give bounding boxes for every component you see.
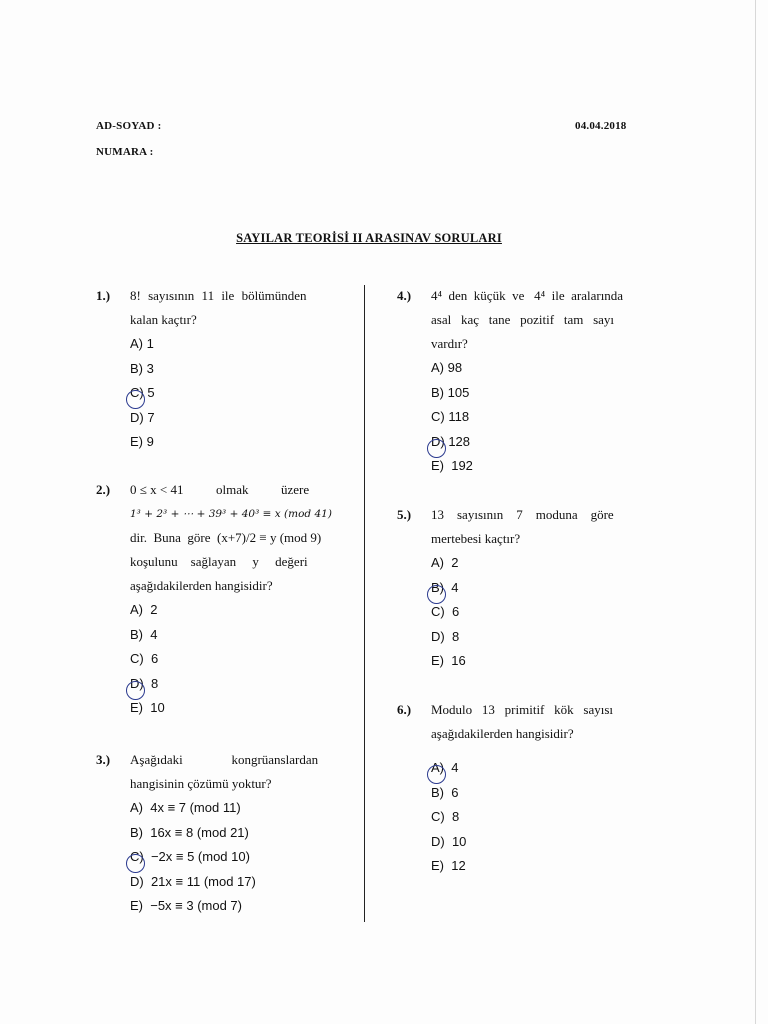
option-a[interactable]: A) 1	[130, 336, 154, 352]
option-a[interactable]: A) 98	[431, 360, 463, 376]
stem-line: 1³ + 2³ + ⋯ + 39³ + 40³ ≡ x (mod 41)	[130, 508, 332, 520]
option-e[interactable]: E) 12	[431, 858, 466, 874]
stem-line: Modulo 13 primitif kök sayısı	[431, 702, 613, 717]
question-number: 4.)	[397, 288, 412, 303]
option-b[interactable]: B) 16x ≡ 8 (mod 21)	[130, 824, 249, 840]
stem-line: aşağıdakilerden hangisidir?	[431, 726, 574, 741]
stem-line: 13 sayısının 7 moduna göre	[431, 507, 614, 522]
question-1	[96, 284, 346, 455]
option-d-selected[interactable]: D) 8	[130, 675, 159, 691]
option-b[interactable]: B) 105	[431, 384, 470, 400]
stem-line: dir. Buna göre (x+7)/2 ≡ y (mod 9)	[130, 530, 322, 545]
option-b-selected[interactable]: B) 4	[431, 579, 459, 595]
question-stem	[130, 748, 342, 796]
stem-line: aşağıdakilerden hangisidir?	[130, 578, 273, 593]
question-stem	[130, 478, 346, 598]
option-e[interactable]: E) 16	[431, 653, 466, 669]
option-c-selected[interactable]: C) −2x ≡ 5 (mod 10)	[130, 849, 250, 865]
option-e[interactable]: E) 192	[431, 458, 473, 474]
stem-line: 4⁴ den küçük ve 4⁴ ile aralarında	[431, 288, 624, 303]
question-4	[397, 284, 643, 479]
option-c[interactable]: C) 6	[431, 604, 460, 620]
exam-title: SAYILAR TEORİSİ II ARASINAV SORULARI	[236, 231, 502, 245]
stem-line: koşulunu sağlayan y değeri	[130, 554, 308, 569]
question-number: 6.)	[397, 702, 412, 717]
option-c[interactable]: C) 8	[431, 809, 460, 825]
question-stem	[431, 698, 643, 746]
column-divider	[364, 285, 365, 922]
option-e[interactable]: E) 9	[130, 434, 154, 450]
option-d[interactable]: D) 21x ≡ 11 (mod 17)	[130, 873, 256, 889]
question-stem	[431, 503, 643, 551]
stem-line: Aşağıdaki kongrüanslardan	[130, 752, 319, 767]
stem-line: 0 ≤ x < 41 olmak üzere	[130, 482, 310, 497]
question-number: 3.)	[96, 752, 111, 767]
stem-line: asal kaç tane pozitif tam sayı	[431, 312, 615, 327]
question-2	[96, 478, 346, 721]
option-d[interactable]: D) 10	[431, 833, 467, 849]
stem-line: hangisinin çözümü yoktur?	[130, 776, 272, 791]
option-a-selected[interactable]: A) 4	[431, 760, 459, 776]
question-number: 1.)	[96, 288, 111, 303]
option-a[interactable]: A) 4x ≡ 7 (mod 11)	[130, 800, 241, 816]
stem-line: mertebesi kaçtır?	[431, 531, 521, 546]
stem-line: vardır?	[431, 336, 468, 351]
question-number: 5.)	[397, 507, 412, 522]
option-e[interactable]: E) −5x ≡ 3 (mod 7)	[130, 898, 242, 914]
option-a[interactable]: A) 2	[431, 555, 459, 571]
stem-line: 8! sayısının 11 ile bölümünden	[130, 288, 307, 303]
question-stem	[130, 284, 346, 332]
option-c[interactable]: C) 118	[431, 409, 470, 425]
question-stem	[431, 284, 643, 356]
question-number: 2.)	[96, 482, 111, 497]
option-a[interactable]: A) 2	[130, 602, 158, 618]
option-b[interactable]: B) 3	[130, 360, 154, 376]
option-d-selected[interactable]: D) 128	[431, 433, 471, 449]
question-3	[96, 748, 342, 919]
name-label: AD-SOYAD :	[96, 120, 162, 132]
page-edge	[755, 0, 756, 1024]
option-c-selected[interactable]: C) 5	[130, 385, 155, 401]
question-5	[397, 503, 643, 674]
stem-line: kalan kaçtır?	[130, 312, 197, 327]
option-b[interactable]: B) 4	[130, 626, 158, 642]
option-b[interactable]: B) 6	[431, 784, 459, 800]
option-c[interactable]: C) 6	[130, 651, 159, 667]
number-label: NUMARA :	[96, 146, 154, 158]
option-d[interactable]: D) 8	[431, 628, 460, 644]
option-e[interactable]: E) 10	[130, 700, 165, 716]
option-d[interactable]: D) 7	[130, 409, 155, 425]
exam-date: 04.04.2018	[575, 120, 627, 132]
question-6	[397, 698, 643, 879]
